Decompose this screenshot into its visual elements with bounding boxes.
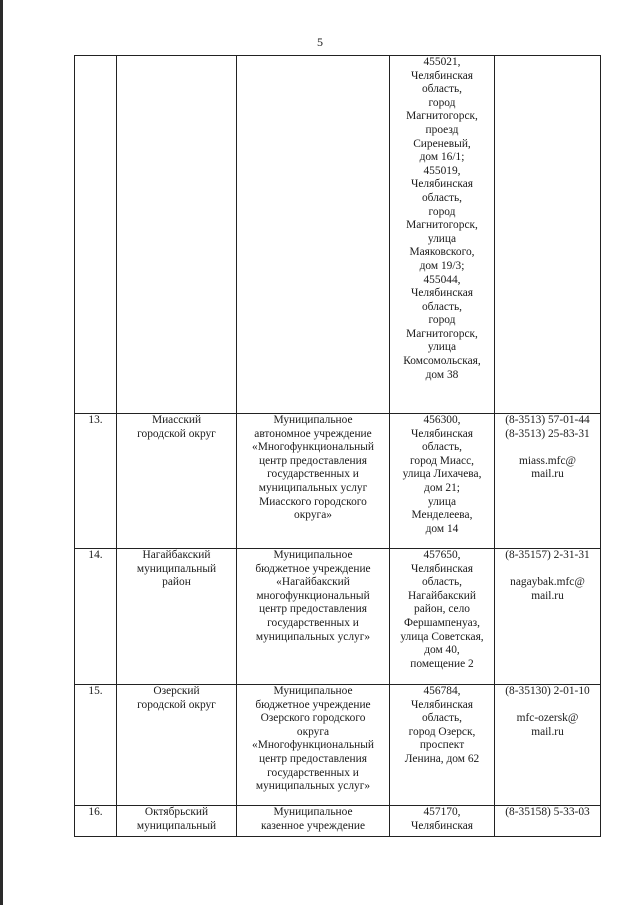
text-line: проезд (425, 123, 459, 136)
text-line: «Нагайбакский (276, 576, 350, 589)
text-line: Муниципальное (273, 806, 353, 818)
text-line: область, (421, 83, 463, 96)
text-line: «Многофункциональный (252, 739, 374, 752)
text-line: nagaybak.mfc@ (510, 576, 585, 589)
address (390, 414, 495, 549)
text-line: Нагайбакский (142, 549, 211, 561)
text-line: Челябинская (410, 819, 474, 832)
row-number: 13. (75, 414, 117, 549)
text-line: муниципальных услуг (258, 481, 368, 494)
address (390, 806, 495, 837)
text-line: Озерского городского (260, 712, 366, 725)
text-line: городской округ (137, 427, 216, 440)
line-gap (497, 441, 598, 455)
text-line: miass.mfc@ (519, 454, 576, 467)
text-line: округа (296, 725, 330, 738)
text-line: государственных и (267, 468, 359, 481)
text-line: город (428, 205, 456, 218)
text-line: Миасского городского (259, 495, 367, 508)
page-number: 5 (317, 35, 323, 49)
text-line: государственных и (267, 616, 359, 629)
text-line: Муниципальное (273, 685, 353, 697)
district-name (117, 549, 237, 685)
text-line: центр предоставления (258, 603, 367, 616)
text-line: бюджетное учреждение (255, 562, 371, 575)
address (390, 549, 495, 685)
text-line: Магнитогорск, (406, 219, 478, 232)
text-line: область, (421, 441, 463, 454)
district-name (117, 685, 237, 806)
text-line: дом 38 (425, 368, 459, 381)
text-line: улица (427, 495, 457, 508)
text-line: дом 14 (425, 522, 459, 535)
text-line: (8-35130) 2-01-10 (505, 685, 590, 697)
text-line: Челябинская (410, 562, 474, 575)
text-line: Сиреневый, (413, 137, 471, 150)
district-name (117, 806, 237, 837)
address (390, 685, 495, 806)
text-line: бюджетное учреждение (255, 698, 371, 711)
text-line: округа» (294, 509, 332, 522)
text-line: Челябинская (410, 69, 474, 82)
text-line: дом 16/1; (419, 151, 465, 164)
text-line: город (428, 96, 456, 109)
line-gap (497, 699, 598, 713)
text-line: 455019, (423, 164, 461, 177)
table-row (75, 549, 601, 685)
table-row (75, 414, 601, 549)
text-line: муниципальных услуг» (255, 780, 371, 793)
text-line: государственных и (267, 766, 359, 779)
table-row (75, 685, 601, 806)
text-line: Магнитогорск, (406, 110, 478, 123)
institution-name (237, 414, 390, 549)
text-line: «Многофункциональный (252, 441, 374, 454)
text-line: город Озерск, (408, 725, 476, 738)
text-line: Челябинская (410, 178, 474, 191)
institution-name (237, 685, 390, 806)
district-name (117, 414, 237, 549)
text-line: муниципальных услуг» (255, 630, 371, 643)
row-number: 16. (75, 806, 117, 837)
contacts (495, 685, 601, 806)
text-line: 456784, (423, 685, 461, 697)
text-line: Комсомольская, (403, 355, 481, 368)
text-line: город (428, 314, 456, 327)
text-line: муниципальный (136, 819, 217, 832)
text-line: улица (427, 232, 457, 245)
contacts (495, 806, 601, 837)
text-line: автономное учреждение (254, 427, 372, 440)
text-line: центр предоставления (258, 752, 367, 765)
text-line: Маяковского, (409, 246, 475, 259)
district-cell (117, 56, 237, 414)
text-line: 455021, (423, 56, 461, 68)
text-line: город Миасс, (409, 454, 475, 467)
text-line: (8-35157) 2-31-31 (505, 549, 590, 561)
mfc-table (74, 55, 601, 837)
row-number: 15. (75, 685, 117, 806)
scan-edge (0, 0, 3, 905)
text-line: дом 21; (424, 481, 460, 494)
contacts-cell (495, 56, 601, 414)
institution-name (237, 549, 390, 685)
text-line: Менделеева, (411, 509, 473, 522)
text-line: mfc-ozersk@ (516, 712, 579, 725)
text-line: казенное учреждение (260, 819, 366, 832)
text-line: Озерский (153, 685, 200, 697)
text-line: область, (421, 712, 463, 725)
text-line: область, (421, 191, 463, 204)
text-line: 457170, (423, 806, 461, 818)
text-line: (8-3513) 25-83-31 (505, 427, 590, 440)
row-number: 14. (75, 549, 117, 685)
text-line: многофункциональный (256, 589, 370, 602)
number-cell (75, 56, 117, 414)
contacts (495, 549, 601, 685)
text-line: (8-35158) 5-33-03 (505, 806, 590, 818)
text-line: Челябинская (410, 698, 474, 711)
text-line: 457650, (423, 549, 461, 561)
text-line: проспект (419, 739, 465, 752)
text-line: 456300, (423, 414, 461, 426)
text-line: Фершампенуаз, (404, 616, 480, 629)
text-line: Магнитогорск, (406, 327, 478, 340)
text-line: Миасский (151, 414, 202, 426)
text-line: муниципальный (136, 562, 217, 575)
contacts (495, 414, 601, 549)
text-line: центр предоставления (258, 454, 367, 467)
text-line: область, (421, 576, 463, 589)
line-gap (497, 563, 598, 577)
text-line: Муниципальное (273, 414, 353, 426)
text-line: городской округ (137, 698, 216, 711)
text-line: область, (421, 300, 463, 313)
text-line: улица Лихачева, (402, 468, 482, 481)
address-cell (390, 56, 495, 414)
text-line: mail.ru (531, 725, 564, 738)
institution-name (237, 806, 390, 837)
text-line: помещение 2 (410, 657, 474, 670)
text-line: район (162, 576, 191, 589)
text-line: Челябинская (410, 427, 474, 440)
text-line: Ленина, дом 62 (404, 752, 480, 765)
text-line: дом 19/3; (419, 259, 465, 272)
table-row (75, 806, 601, 837)
text-line: улица (427, 341, 457, 354)
text-line: mail.ru (531, 468, 564, 481)
text-line: Октябрьский (144, 806, 209, 818)
text-line: 455044, (423, 273, 461, 286)
institution-cell (237, 56, 390, 414)
text-line: mail.ru (531, 589, 564, 602)
text-line: район, село (414, 603, 470, 616)
text-line: Муниципальное (273, 549, 353, 561)
text-line: Нагайбакский (408, 589, 476, 602)
text-line: (8-3513) 57-01-44 (505, 414, 590, 426)
text-line: улица Советская, (400, 630, 484, 643)
text-line: Челябинская (410, 287, 474, 300)
text-line: дом 40, (424, 644, 460, 657)
table-row-continuation (75, 56, 601, 414)
